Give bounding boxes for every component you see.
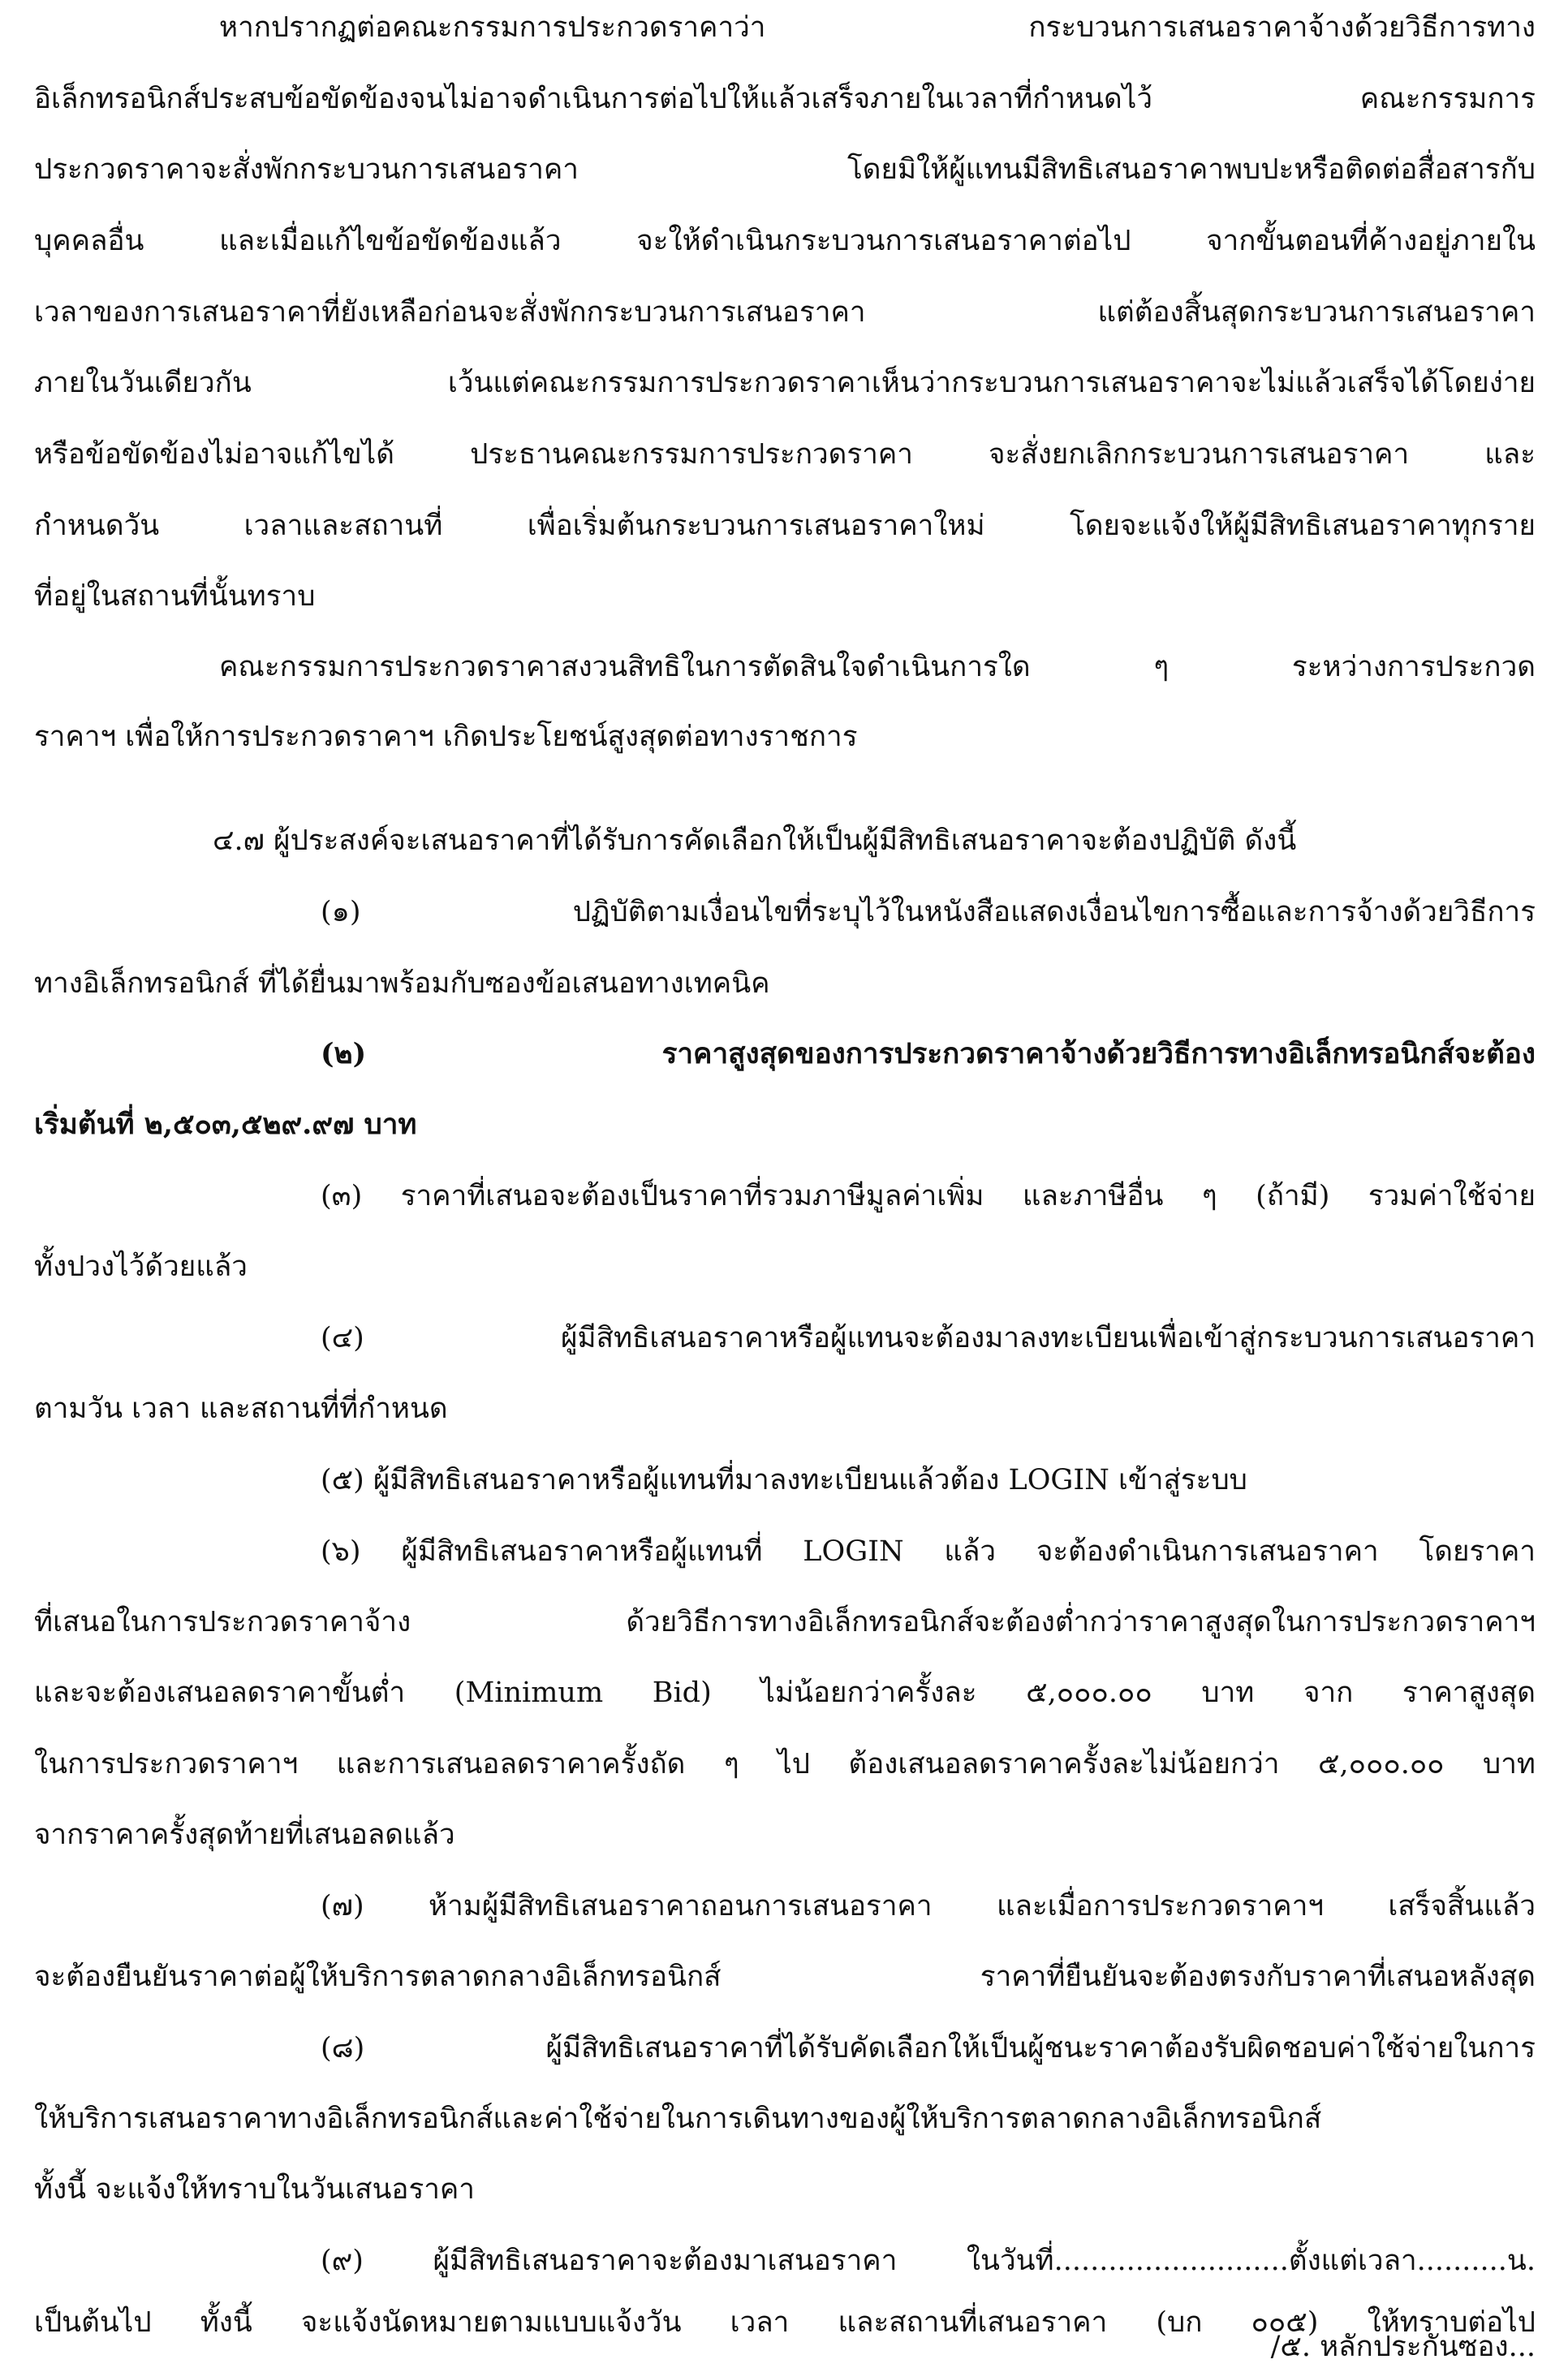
section-heading: ๔.๗ ผู้ประสงค์จะเสนอราคาที่ได้รับการคัดเลือกให้เป็นผู้มีสิทธิเสนอราคาจะต้องปฏิบัติ ดังนี้	[213, 824, 1297, 857]
paragraph-line: กำหนดวัน เวลาและสถานที่ เพื่อเริ่มต้นกระบวนการเสนอราคาใหม่ โดยจะแจ้งให้ผู้มีสิทธิเสนอราคาทุกราย	[34, 510, 1536, 542]
item-6-cont: ที่เสนอในการประกวดราคาจ้าง ด้วยวิธีการทางอิเล็กทรอนิกส์จะต้องต่ำกว่าราคาสูงสุดในการประกวดราคาฯ	[34, 1606, 1536, 1638]
paragraph-line: ภายในวันเดียวกัน เว้นแต่คณะกรรมการประกวดราคาเห็นว่ากระบวนการเสนอราคาจะไม่แล้วเสร็จได้โดยง่าย	[34, 367, 1536, 399]
item-2: (๒) ราคาสูงสุดของการประกวดราคาจ้างด้วยวิธีการทางอิเล็กทรอนิกส์จะต้อง	[321, 1037, 1536, 1070]
item-9-cont: เป็นต้นไป ทั้งนี้ จะแจ้งนัดหมายตามแบบแจ้งวัน เวลา และสถานที่เสนอราคา (บก ๐๐๕) ให้ทราบต่อไป	[34, 2306, 1536, 2339]
item-7: (๗) ห้ามผู้มีสิทธิเสนอราคาถอนการเสนอราคา และเมื่อการประกวดราคาฯ เสร็จสิ้นแล้ว	[321, 1890, 1536, 1922]
paragraph-line: ราคาฯ เพื่อให้การประกวดราคาฯ เกิดประโยชน์สูงสุดต่อทางราชการ	[34, 721, 858, 753]
paragraph-line: หากปรากฏต่อคณะกรรมการประกวดราคาว่า กระบวนการเสนอราคาจ้างด้วยวิธีการทาง	[219, 11, 1536, 44]
paragraph-line: หรือข้อขัดข้องไม่อาจแก้ไขได้ ประธานคณะกรรมการประกวดราคา จะสั่งยกเลิกกระบวนการเสนอราคา และ	[34, 438, 1536, 471]
item-8: (๘) ผู้มีสิทธิเสนอราคาที่ได้รับคัดเลือกให้เป็นผู้ชนะราคาต้องรับผิดชอบค่าใช้จ่ายในการ	[321, 2032, 1536, 2064]
paragraph-line: ที่อยู่ในสถานที่นั้นทราบ	[34, 580, 316, 613]
paragraph-line: เวลาของการเสนอราคาที่ยังเหลือก่อนจะสั่งพักกระบวนการเสนอราคา แต่ต้องสิ้นสุดกระบวนการเสนอราคา	[34, 296, 1536, 329]
item-4: (๔) ผู้มีสิทธิเสนอราคาหรือผู้แทนจะต้องมาลงทะเบียนเพื่อเข้าสู่กระบวนการเสนอราคา	[321, 1322, 1536, 1354]
item-4-cont: ตามวัน เวลา และสถานที่ที่กำหนด	[34, 1393, 448, 1425]
item-5: (๕) ผู้มีสิทธิเสนอราคาหรือผู้แทนที่มาลงทะเบียนแล้วต้อง LOGIN เข้าสู่ระบบ	[321, 1464, 1247, 1496]
item-3: (๓) ราคาที่เสนอจะต้องเป็นราคาที่รวมภาษีมูลค่าเพิ่ม และภาษีอื่น ๆ (ถ้ามี) รวมค่าใช้จ่าย	[321, 1180, 1536, 1212]
item-7-cont: จะต้องยืนยันราคาต่อผู้ให้บริการตลาดกลางอิเล็กทรอนิกส์ ราคาที่ยืนยันจะต้องตรงกับราคาที่เสนอหลังสุด	[34, 1961, 1536, 1993]
item-6-cont: และจะต้องเสนอลดราคาขั้นต่ำ (Minimum Bid) ไม่น้อยกว่าครั้งละ ๕,๐๐๐.๐๐ บาท จาก ราคาสูงสุด	[34, 1677, 1536, 1709]
item-8-cont: ให้บริการเสนอราคาทางอิเล็กทรอนิกส์และค่าใช้จ่ายในการเดินทางของผู้ให้บริการตลาดกลางอิเล็กทรอนิกส์	[34, 2103, 1322, 2135]
item-9: (๙) ผู้มีสิทธิเสนอราคาจะต้องมาเสนอราคา ในวันที่..........................ตั้งแต่เวลา..........น.	[321, 2245, 1536, 2277]
paragraph-line: ประกวดราคาจะสั่งพักกระบวนการเสนอราคา โดยมิให้ผู้แทนมีสิทธิเสนอราคาพบปะหรือติดต่อสื่อสารกับ	[34, 153, 1536, 186]
item-6-cont: จากราคาครั้งสุดท้ายที่เสนอลดแล้ว	[34, 1819, 455, 1851]
item-6-cont: ในการประกวดราคาฯ และการเสนอลดราคาครั้งถัด ๆ ไป ต้องเสนอลดราคาครั้งละไม่น้อยกว่า ๕,๐๐๐.๐๐ บาท	[34, 1748, 1536, 1780]
item-3-cont: ทั้งปวงไว้ด้วยแล้ว	[34, 1251, 248, 1283]
item-1: (๑) ปฏิบัติตามเงื่อนไขที่ระบุไว้ในหนังสือแสดงเงื่อนไขการซื้อและการจ้างด้วยวิธีการ	[321, 896, 1536, 928]
paragraph-line: อิเล็กทรอนิกส์ประสบข้อขัดข้องจนไม่อาจดำเนินการต่อไปให้แล้วเสร็จภายในเวลาที่กำหนดไว้ คณะกรรมการ	[34, 83, 1536, 115]
item-2-cont: เริ่มต้นที่ ๒,๕๐๓,๕๒๙.๙๗ บาท	[34, 1108, 417, 1141]
paragraph-line: คณะกรรมการประกวดราคาสงวนสิทธิในการตัดสินใจดำเนินการใด ๆ ระหว่างการประกวด	[219, 651, 1536, 683]
item-6: (๖) ผู้มีสิทธิเสนอราคาหรือผู้แทนที่ LOGIN แล้ว จะต้องดำเนินการเสนอราคา โดยราคา	[321, 1535, 1536, 1568]
item-1-cont: ทางอิเล็กทรอนิกส์ ที่ได้ยื่นมาพร้อมกับซองข้อเสนอทางเทคนิค	[34, 967, 770, 1000]
paragraph-line: บุคคลอื่น และเมื่อแก้ไขข้อขัดข้องแล้ว จะให้ดำเนินกระบวนการเสนอราคาต่อไป จากขั้นตอนที่ค้างอยู่ภายใน	[34, 225, 1536, 257]
continuation-marker: /๕. หลักประกันซอง...	[1270, 2331, 1536, 2363]
item-8-cont: ทั้งนี้ จะแจ้งให้ทราบในวันเสนอราคา	[34, 2173, 475, 2206]
